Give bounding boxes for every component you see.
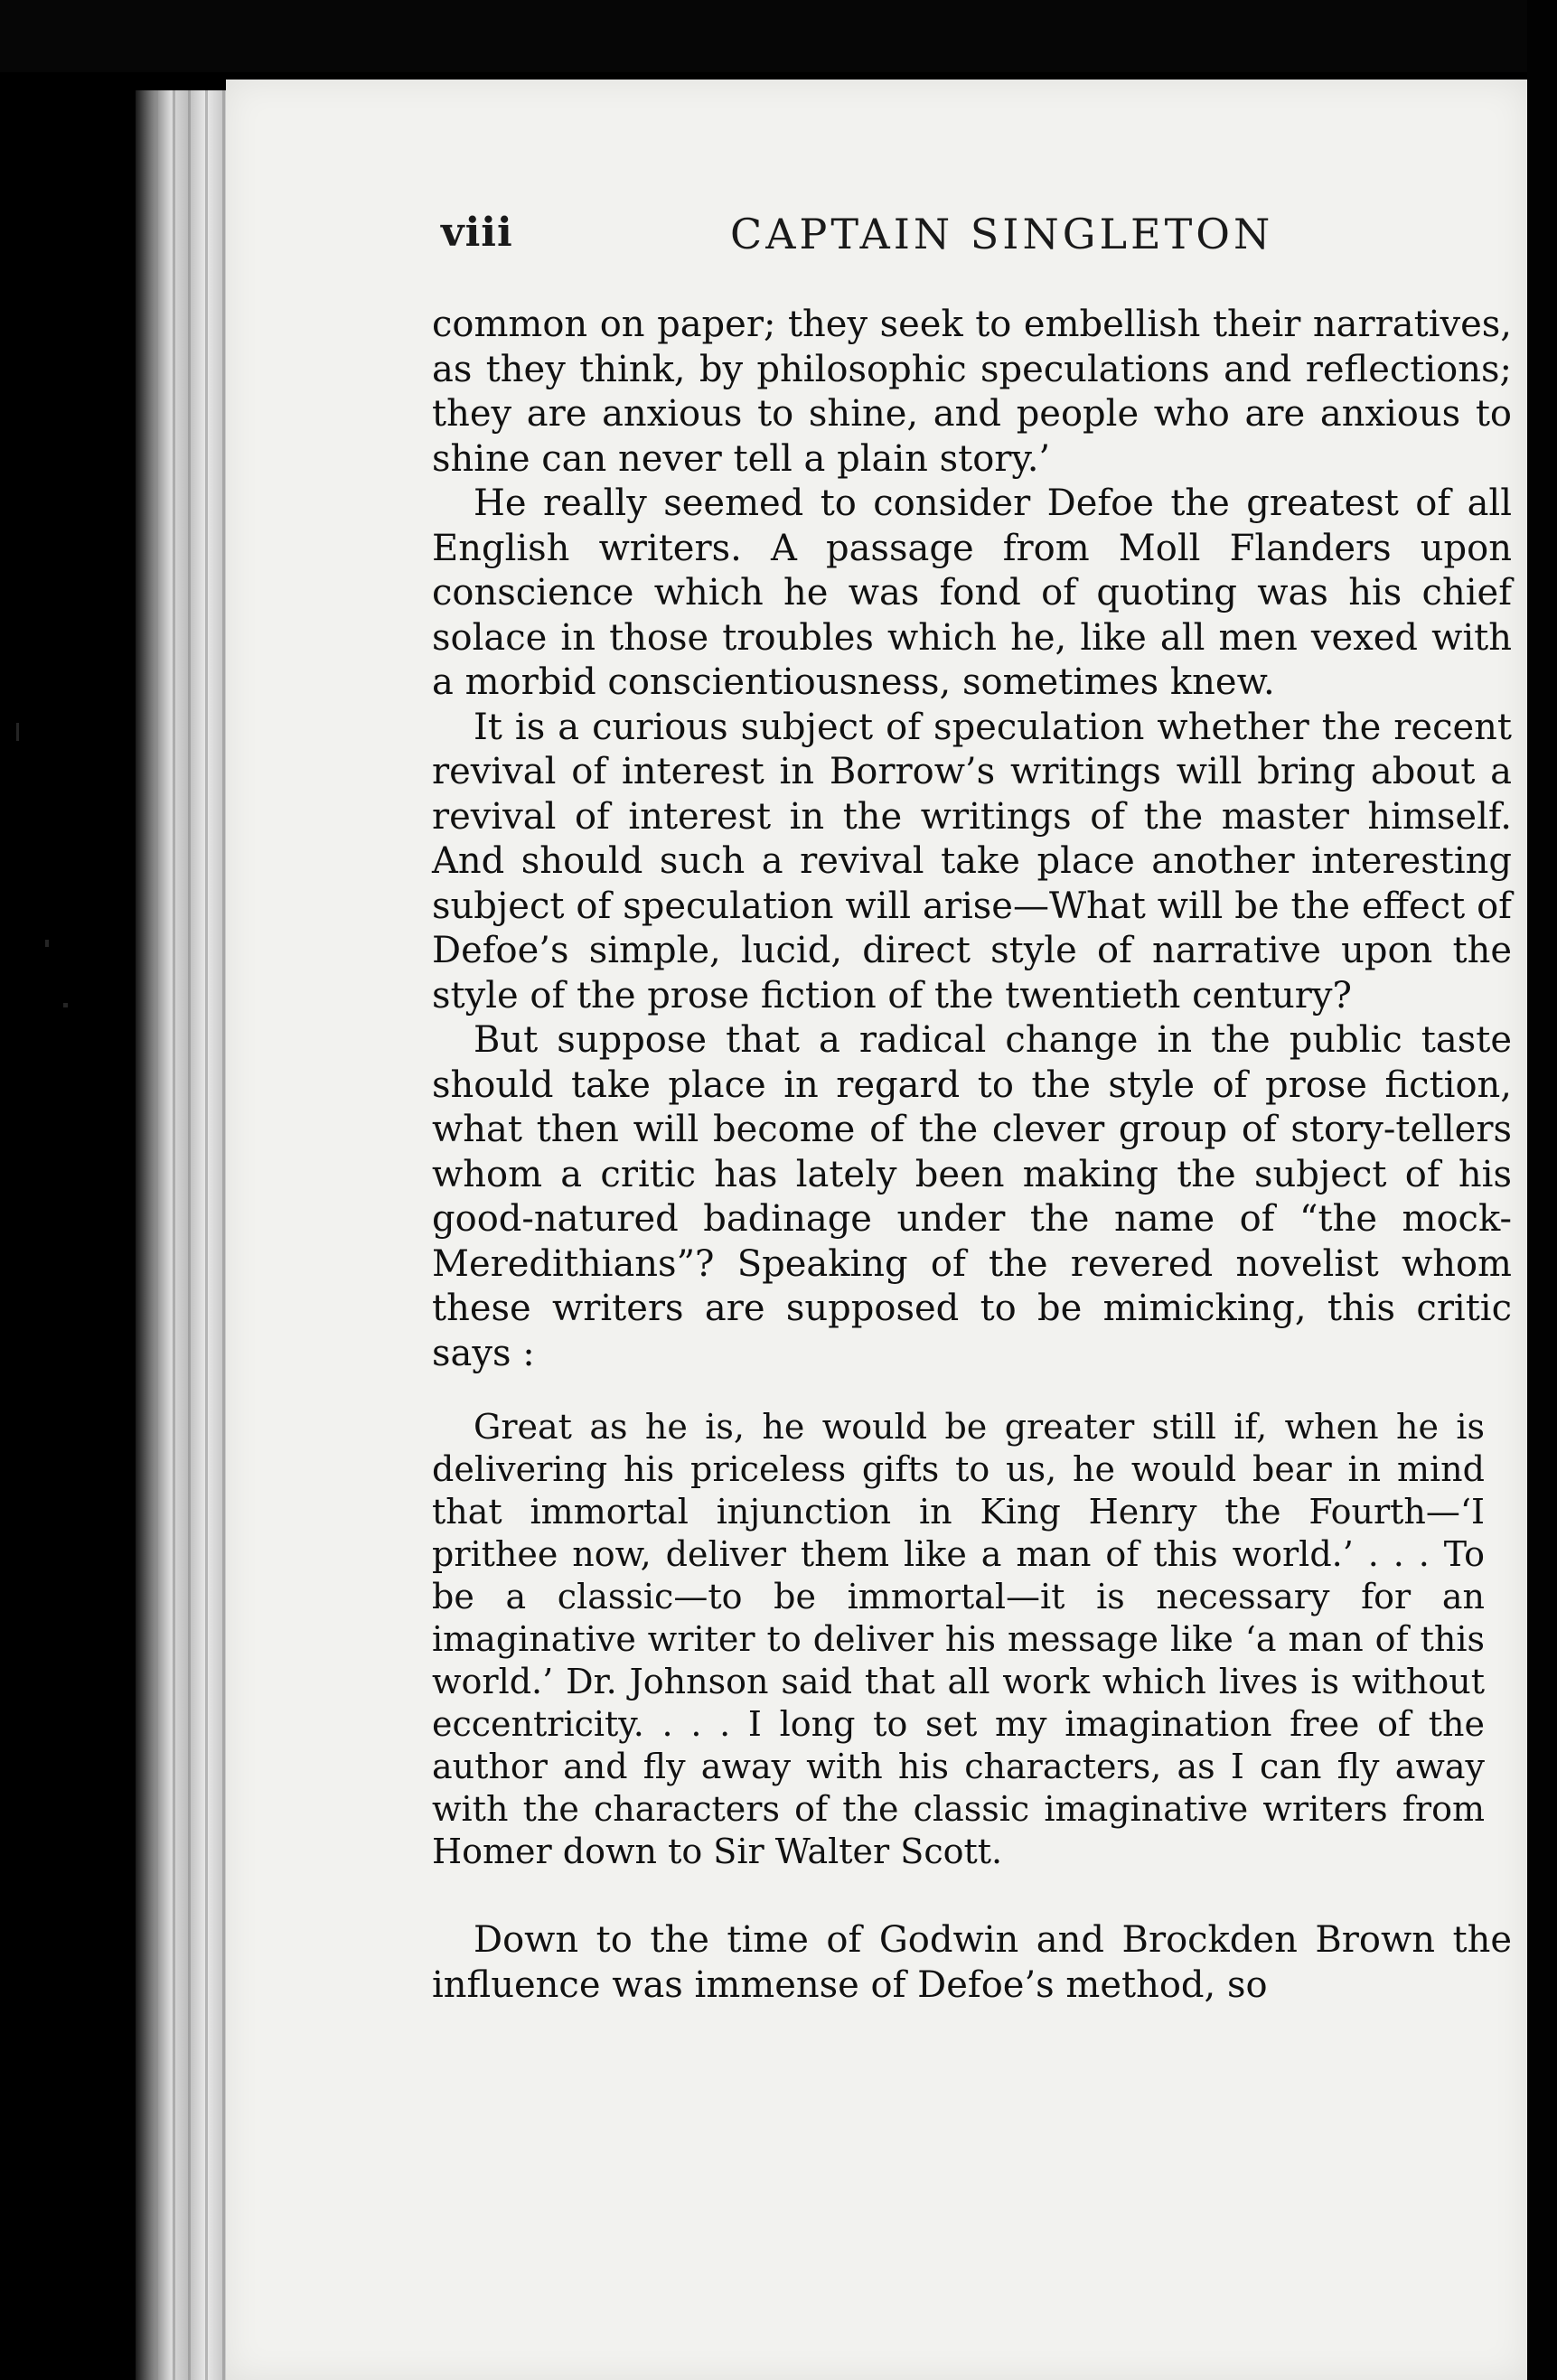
paragraph: But suppose that a radical change in the public taste should take place in regard to the style of prose fiction, what then will become of the clever group of story-tellers whom a critic has lately been making the subject of his good-natured badinage under the name of “the mock-Meredithians”? Speaking of the revered novelist whom these writers are supposed to be mimicking, this critic says : (432, 1019, 1512, 1374)
book-title: CAPTAIN SINGLETON (730, 210, 1274, 258)
scan-speck (63, 1003, 68, 1007)
scan-top-border (0, 0, 1557, 72)
block-quotation: Great as he is, he would be greater still if, when he is delivering his priceless gifts to us, he would bear in mind that immortal injunction in King Henry the Fourth—‘I prithee now, deliver them like a man of this world.’ . . . To be a classic—to be immortal—it is necessary for an imaginative writer to deliver his message like ‘a man of this world.’ Dr. Johnson said that all work which lives is without eccentricity. . . . I long to set my imagination free of the author and fly away with his characters, as I can fly away with the characters of the classic imaginative writers from Homer down to Sir Walter Scott. (432, 1407, 1485, 1871)
page-text (432, 303, 1512, 2008)
paragraph: He really seemed to consider Defoe the greatest of all English writers. A passage from Moll Flanders upon conscience which he was fond of quoting was his chief solace in those troubles which he, like all men vexed with a morbid conscientiousness, sometimes knew. (432, 483, 1512, 703)
paragraph: Down to the time of Godwin and Brockden Brown the influence was immense of Defoe’s method, so (432, 1919, 1512, 2006)
scan-speck (45, 940, 49, 947)
page-number: viii (441, 210, 513, 256)
paragraph: It is a curious subject of speculation whether the recent revival of interest in Borrow’s writings will bring about a revival of interest in the writings of the master himself. And should such a revival take place another interesting subject of speculation will arise—What will be the effect of Defoe’s simple, lucid, direct style of narrative upon the style of the prose fiction of the twentieth century? (432, 706, 1512, 1017)
scan-right-border (1527, 0, 1557, 2380)
scan-speck (16, 723, 19, 741)
paragraph: common on paper; they seek to embellish their narratives, as they think, by philosophic speculations and reflections; they are anxious to shine, and people who are anxious to shine can never tell a plain story.’ (432, 304, 1512, 480)
running-head (441, 210, 1512, 273)
